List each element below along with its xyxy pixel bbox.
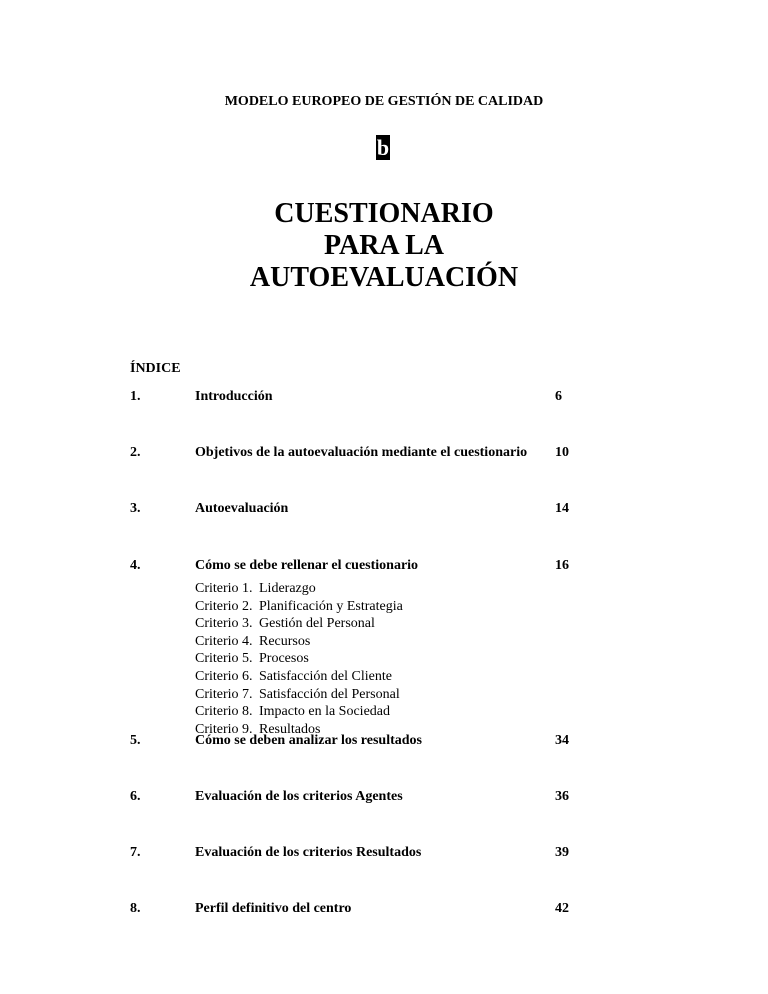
criterion-title: Resultados xyxy=(259,721,321,737)
criterion-item xyxy=(195,721,403,739)
document-header: MODELO EUROPEO DE GESTIÓN DE CALIDAD xyxy=(224,94,544,109)
criterion-number: Criterio 3. xyxy=(195,616,253,632)
criterion-item xyxy=(195,703,403,721)
criterion-title: Satisfacción del Cliente xyxy=(259,668,392,684)
entry-title: Perfil definitivo del centro xyxy=(195,901,352,916)
criterion-number: Criterio 4. xyxy=(195,633,253,649)
title-line-3: AUTOEVALUACIÓN xyxy=(249,262,519,293)
entry-title: Introducción xyxy=(195,389,273,404)
criterion-item xyxy=(195,633,403,651)
index-entry xyxy=(0,788,768,806)
entry-number: 4. xyxy=(130,558,141,573)
criterion-number: Criterio 2. xyxy=(195,598,253,614)
index-entry xyxy=(0,444,768,462)
criterion-title: Satisfacción del Personal xyxy=(259,686,400,702)
index-heading: ÍNDICE xyxy=(130,361,181,376)
criterion-title: Recursos xyxy=(259,633,311,649)
criterion-title: Impacto en la Sociedad xyxy=(259,704,391,720)
title-line-1: CUESTIONARIO xyxy=(274,198,494,229)
criterion-title: Gestión del Personal xyxy=(259,616,375,632)
logo: b xyxy=(376,135,390,160)
entry-number: 5. xyxy=(130,733,141,748)
entry-number: 7. xyxy=(130,845,141,860)
title-line-2: PARA LA xyxy=(323,230,445,261)
entry-page: 42 xyxy=(555,901,569,916)
criterion-item xyxy=(195,686,403,704)
entry-title: Evaluación de los criterios Resultados xyxy=(195,845,422,860)
criterion-title: Planificación y Estrategia xyxy=(259,598,403,614)
entry-number: 1. xyxy=(130,389,141,404)
index-entry xyxy=(0,500,768,518)
index-entry xyxy=(0,900,768,918)
entry-number: 8. xyxy=(130,901,141,916)
entry-page: 10 xyxy=(555,445,569,460)
entry-title: Evaluación de los criterios Agentes xyxy=(195,789,403,804)
criterion-item xyxy=(195,615,403,633)
criterion-title: Liderazgo xyxy=(259,581,316,596)
criterion-number: Criterio 7. xyxy=(195,686,253,702)
entry-page: 16 xyxy=(555,558,569,573)
entry-page: 39 xyxy=(555,845,569,860)
entry-title: Cómo se debe rellenar el cuestionario xyxy=(195,558,419,573)
criterion-title: Procesos xyxy=(259,651,309,667)
entry-title: Objetivos de la autoevaluación mediante el cuestionario xyxy=(195,445,528,460)
entry-number: 3. xyxy=(130,501,141,516)
criterion-number: Criterio 5. xyxy=(195,651,253,667)
index-entry xyxy=(0,844,768,862)
criterion-number: Criterio 9. xyxy=(195,721,253,737)
entry-page: 34 xyxy=(555,733,569,748)
entry-number: 2. xyxy=(130,445,141,460)
entry-page: 14 xyxy=(555,501,569,516)
criterion-item xyxy=(195,580,403,598)
entry-number: 6. xyxy=(130,789,141,804)
entry-title: Autoevaluación xyxy=(195,501,289,516)
criterion-item xyxy=(195,650,403,668)
entry-title: Cómo se deben analizar los resultados xyxy=(195,733,422,748)
index-entry xyxy=(0,557,768,575)
entry-page: 36 xyxy=(555,789,569,804)
index-entry xyxy=(0,388,768,406)
criterion-number: Criterio 8. xyxy=(195,704,253,720)
criterion-item xyxy=(195,598,403,616)
criterion-number: Criterio 6. xyxy=(195,668,253,684)
entry-page: 6 xyxy=(555,389,562,404)
criteria-list xyxy=(195,580,403,738)
criterion-item xyxy=(195,668,403,686)
criterion-number: Criterio 1. xyxy=(195,581,253,596)
